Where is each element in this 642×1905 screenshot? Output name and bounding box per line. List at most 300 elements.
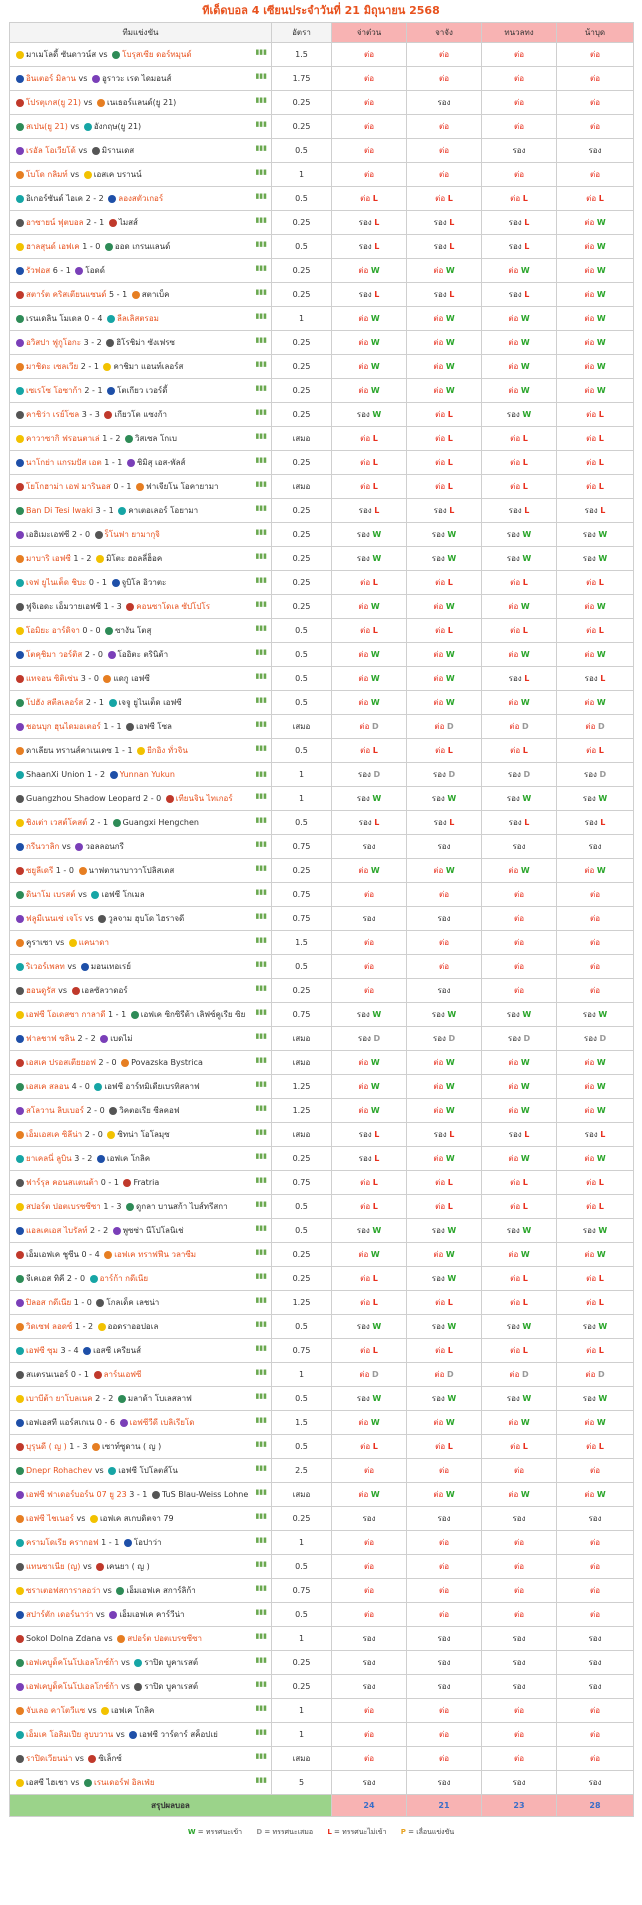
stats-bar-icon[interactable]: ▮▮▮ xyxy=(255,336,267,344)
expert-4-pick xyxy=(557,739,634,763)
result-mark: W xyxy=(522,1394,532,1403)
result-mark: L xyxy=(447,578,453,587)
expert-4-pick xyxy=(557,1603,634,1627)
expert-2-pick xyxy=(407,1075,482,1099)
expert-2-pick xyxy=(407,715,482,739)
stats-bar-icon[interactable]: ▮▮▮ xyxy=(255,936,267,944)
expert-1-header: จ่าต๋วน xyxy=(332,23,407,43)
match-cell[interactable] xyxy=(10,691,272,715)
match-cell[interactable] xyxy=(10,1699,272,1723)
match-score: vs xyxy=(103,1634,113,1643)
result-mark: W xyxy=(445,362,455,371)
expert-4-pick xyxy=(557,979,634,1003)
expert-3-pick xyxy=(482,691,557,715)
result-mark: W xyxy=(445,1106,455,1115)
match-cell[interactable] xyxy=(10,475,272,499)
pick-label: ต่อ xyxy=(439,122,449,131)
handicap-cell: 0.25 xyxy=(272,379,332,403)
away-team-logo-icon xyxy=(92,1443,100,1451)
match-cell[interactable] xyxy=(10,355,272,379)
stats-bar-icon[interactable]: ▮▮▮ xyxy=(255,1584,267,1592)
match-cell[interactable] xyxy=(10,331,272,355)
home-team-logo-icon xyxy=(16,819,24,827)
stats-bar-icon[interactable]: ▮▮▮ xyxy=(255,1392,267,1400)
stats-bar-icon[interactable]: ▮▮▮ xyxy=(255,216,267,224)
pick-label: ต่อ xyxy=(364,890,374,899)
match-cell[interactable] xyxy=(10,667,272,691)
away-team-logo-icon xyxy=(131,1011,139,1019)
match-cell[interactable] xyxy=(10,1243,272,1267)
match-cell[interactable] xyxy=(10,1723,272,1747)
stats-bar-icon[interactable]: ▮▮▮ xyxy=(255,1632,267,1640)
away-team: ดูกลา บานสก้า ไบส์ทรีสกา xyxy=(136,1202,228,1211)
pick-label: ต่อ xyxy=(433,362,444,371)
expert-2-pick xyxy=(407,211,482,235)
pick-label: รอง xyxy=(356,554,370,563)
expert-3-pick xyxy=(482,355,557,379)
pick-label: ต่อ xyxy=(514,122,524,131)
stats-bar-icon[interactable]: ▮▮▮ xyxy=(255,240,267,248)
stats-bar-icon[interactable]: ▮▮▮ xyxy=(255,456,267,464)
stats-bar-icon[interactable]: ▮▮▮ xyxy=(255,912,267,920)
stats-bar-icon[interactable]: ▮▮▮ xyxy=(255,96,267,104)
expert-4-pick xyxy=(557,451,634,475)
stats-bar-icon[interactable]: ▮▮▮ xyxy=(255,672,267,680)
result-mark: W xyxy=(596,314,606,323)
match-cell[interactable] xyxy=(10,1051,272,1075)
table-row xyxy=(10,835,634,859)
stats-bar-icon[interactable]: ▮▮▮ xyxy=(255,1680,267,1688)
result-mark: W xyxy=(522,794,532,803)
expert-3-pick xyxy=(482,1699,557,1723)
handicap-cell: 0.25 xyxy=(272,595,332,619)
match-cell[interactable] xyxy=(10,787,272,811)
result-mark: D xyxy=(373,770,381,779)
handicap-cell: 0.5 xyxy=(272,1387,332,1411)
expert-2-pick xyxy=(407,67,482,91)
pick-label: ต่อ xyxy=(585,722,596,731)
pick-label: รอง xyxy=(588,146,602,155)
match-cell[interactable] xyxy=(10,1075,272,1099)
result-mark: L xyxy=(372,482,378,491)
result-mark: L xyxy=(598,410,604,419)
pick-label: ต่อ xyxy=(508,314,519,323)
match-cell[interactable] xyxy=(10,1387,272,1411)
stats-bar-icon[interactable]: ▮▮▮ xyxy=(255,1248,267,1256)
match-cell[interactable] xyxy=(10,283,272,307)
expert-1-pick xyxy=(332,139,407,163)
expert-4-pick xyxy=(557,1555,634,1579)
match-cell[interactable] xyxy=(10,115,272,139)
pick-label: ต่อ xyxy=(433,266,444,275)
pick-label: รอง xyxy=(356,1394,370,1403)
match-cell[interactable] xyxy=(10,1027,272,1051)
result-mark: L xyxy=(447,1202,453,1211)
home-team-logo-icon xyxy=(16,651,24,659)
result-mark: L xyxy=(522,1442,528,1451)
stats-bar-icon[interactable]: ▮▮▮ xyxy=(255,648,267,656)
expert-1-pick xyxy=(332,835,407,859)
match-score: 3 - 0 xyxy=(80,674,99,683)
stats-bar-icon[interactable]: ▮▮▮ xyxy=(255,600,267,608)
handicap-cell: 0.5 xyxy=(272,811,332,835)
stats-bar-icon[interactable]: ▮▮▮ xyxy=(255,1776,267,1784)
home-team-logo-icon xyxy=(16,699,24,707)
match-cell[interactable] xyxy=(10,1459,272,1483)
expert-4-pick xyxy=(557,187,634,211)
pick-label: ต่อ xyxy=(439,1610,449,1619)
stats-bar-icon[interactable]: ▮▮▮ xyxy=(255,1656,267,1664)
pick-label: รอง xyxy=(437,1778,451,1787)
stats-bar-icon[interactable]: ▮▮▮ xyxy=(255,888,267,896)
stats-bar-icon[interactable]: ▮▮▮ xyxy=(255,1224,267,1232)
away-team: เกียวโต แซงก้า xyxy=(114,410,168,419)
away-team: เคนยา ( ญ ) xyxy=(106,1562,150,1571)
table-row xyxy=(10,307,634,331)
pick-label: รอง xyxy=(512,842,526,851)
pick-label: ต่อ xyxy=(439,938,449,947)
stats-bar-icon[interactable]: ▮▮▮ xyxy=(255,1128,267,1136)
result-mark: L xyxy=(524,290,530,299)
stats-bar-icon[interactable]: ▮▮▮ xyxy=(255,72,267,80)
stats-bar-icon[interactable]: ▮▮▮ xyxy=(255,720,267,728)
result-mark: W xyxy=(520,1058,530,1067)
stats-bar-icon[interactable]: ▮▮▮ xyxy=(255,792,267,800)
away-team-logo-icon xyxy=(97,1155,105,1163)
match-cell[interactable] xyxy=(10,1483,272,1507)
pick-label: ต่อ xyxy=(508,1154,519,1163)
away-team-logo-icon xyxy=(113,1227,121,1235)
expert-2-pick xyxy=(407,811,482,835)
stats-bar-icon[interactable]: ▮▮▮ xyxy=(255,1752,267,1760)
match-score: vs xyxy=(70,122,80,131)
pick-label: รอง xyxy=(437,914,451,923)
match-cell[interactable] xyxy=(10,67,272,91)
result-mark: D xyxy=(371,1370,379,1379)
expert-1-pick xyxy=(332,1699,407,1723)
match-cell[interactable] xyxy=(10,1195,272,1219)
pick-label: รอง xyxy=(362,1682,376,1691)
match-cell[interactable] xyxy=(10,931,272,955)
home-team: เอฟซี โอเดสซา กาลาดี xyxy=(26,1010,106,1019)
match-cell[interactable] xyxy=(10,499,272,523)
match-cell[interactable] xyxy=(10,91,272,115)
table-row xyxy=(10,355,634,379)
handicap-cell: 0.25 xyxy=(272,403,332,427)
stats-bar-icon[interactable]: ▮▮▮ xyxy=(255,192,267,200)
pick-label: ต่อ xyxy=(360,1178,371,1187)
pick-label: ต่อ xyxy=(364,1562,374,1571)
match-cell[interactable] xyxy=(10,139,272,163)
match-cell[interactable] xyxy=(10,1435,272,1459)
result-mark: L xyxy=(449,818,455,827)
result-mark: L xyxy=(447,626,453,635)
stats-bar-icon[interactable]: ▮▮▮ xyxy=(255,1536,267,1544)
match-cell[interactable] xyxy=(10,835,272,859)
expert-1-pick xyxy=(332,1075,407,1099)
match-cell[interactable] xyxy=(10,451,272,475)
expert-2-pick xyxy=(407,1555,482,1579)
table-row xyxy=(10,883,634,907)
expert-4-pick xyxy=(557,1675,634,1699)
match-cell[interactable] xyxy=(10,1291,272,1315)
match-cell[interactable] xyxy=(10,955,272,979)
match-cell[interactable] xyxy=(10,1123,272,1147)
match-cell[interactable] xyxy=(10,1507,272,1531)
pick-label: ต่อ xyxy=(584,602,595,611)
expert-1-pick xyxy=(332,1603,407,1627)
stats-bar-icon[interactable]: ▮▮▮ xyxy=(255,1152,267,1160)
match-cell[interactable] xyxy=(10,1363,272,1387)
expert-2-pick xyxy=(407,1099,482,1123)
match-score: 1 - 3 xyxy=(103,1202,122,1211)
stats-bar-icon[interactable]: ▮▮▮ xyxy=(255,864,267,872)
pick-label: รอง xyxy=(508,1130,522,1139)
match-cell[interactable] xyxy=(10,1675,272,1699)
stats-bar-icon[interactable]: ▮▮▮ xyxy=(255,1560,267,1568)
pick-label: รอง xyxy=(356,410,370,419)
match-cell[interactable] xyxy=(10,1339,272,1363)
match-cell[interactable] xyxy=(10,763,272,787)
pick-label: ต่อ xyxy=(360,1202,371,1211)
stats-bar-icon[interactable]: ▮▮▮ xyxy=(255,1320,267,1328)
stats-bar-icon[interactable]: ▮▮▮ xyxy=(255,168,267,176)
expert-2-pick xyxy=(407,739,482,763)
match-cell[interactable] xyxy=(10,187,272,211)
handicap-cell: 0.25 xyxy=(272,91,332,115)
pick-label: รอง xyxy=(437,1682,451,1691)
match-cell[interactable] xyxy=(10,1315,272,1339)
match-score: vs xyxy=(82,1562,92,1571)
stats-bar-icon[interactable]: ▮▮▮ xyxy=(255,1080,267,1088)
match-cell[interactable] xyxy=(10,1627,272,1651)
home-team-logo-icon xyxy=(16,771,24,779)
handicap-cell: 0.25 xyxy=(272,451,332,475)
expert-2-pick xyxy=(407,763,482,787)
stats-bar-icon[interactable]: ▮▮▮ xyxy=(255,528,267,536)
stats-bar-icon[interactable]: ▮▮▮ xyxy=(255,840,267,848)
match-cell[interactable] xyxy=(10,739,272,763)
expert-1-pick xyxy=(332,235,407,259)
match-cell[interactable] xyxy=(10,1219,272,1243)
stats-bar-icon[interactable]: ▮▮▮ xyxy=(255,360,267,368)
away-team: เบดไม่ xyxy=(110,1034,133,1043)
expert-4-pick xyxy=(557,547,634,571)
home-team-logo-icon xyxy=(16,411,24,419)
handicap-cell: 0.25 xyxy=(272,523,332,547)
stats-bar-icon[interactable]: ▮▮▮ xyxy=(255,1728,267,1736)
result-mark: D xyxy=(448,1034,456,1043)
match-cell[interactable] xyxy=(10,235,272,259)
stats-bar-icon[interactable]: ▮▮▮ xyxy=(255,1464,267,1472)
stats-bar-icon[interactable]: ▮▮▮ xyxy=(255,1512,267,1520)
stats-bar-icon[interactable]: ▮▮▮ xyxy=(255,1608,267,1616)
away-team-logo-icon xyxy=(120,1419,128,1427)
stats-bar-icon[interactable]: ▮▮▮ xyxy=(255,1200,267,1208)
handicap-cell: 0.75 xyxy=(272,835,332,859)
match-cell[interactable] xyxy=(10,1603,272,1627)
match-score: 1 - 2 xyxy=(86,770,106,779)
stats-bar-icon[interactable]: ▮▮▮ xyxy=(255,384,267,392)
match-cell[interactable] xyxy=(10,571,272,595)
match-cell[interactable] xyxy=(10,379,272,403)
stats-bar-icon[interactable]: ▮▮▮ xyxy=(255,770,267,778)
pick-label: ต่อ xyxy=(508,1106,519,1115)
match-cell[interactable] xyxy=(10,1579,272,1603)
stats-bar-icon[interactable]: ▮▮▮ xyxy=(255,1440,267,1448)
match-cell[interactable] xyxy=(10,811,272,835)
stats-bar-icon[interactable]: ▮▮▮ xyxy=(255,1296,267,1304)
stats-bar-icon[interactable]: ▮▮▮ xyxy=(255,432,267,440)
match-cell[interactable] xyxy=(10,403,272,427)
away-team-logo-icon xyxy=(124,1539,132,1547)
result-mark: L xyxy=(447,1346,453,1355)
match-score: 5 - 1 xyxy=(109,290,128,299)
result-mark: W xyxy=(522,530,532,539)
match-cell[interactable] xyxy=(10,1411,272,1435)
pick-label: ต่อ xyxy=(360,194,371,203)
match-cell[interactable] xyxy=(10,43,272,67)
home-team: คาวาซากิ ฟรอนตาเล่ xyxy=(26,434,100,443)
stats-bar-icon[interactable]: ▮▮▮ xyxy=(255,120,267,128)
match-cell[interactable] xyxy=(10,259,272,283)
match-cell[interactable] xyxy=(10,643,272,667)
stats-bar-icon[interactable]: ▮▮▮ xyxy=(255,1368,267,1376)
stats-bar-icon[interactable]: ▮▮▮ xyxy=(255,552,267,560)
pick-label: รอง xyxy=(437,842,451,851)
expert-1-pick xyxy=(332,451,407,475)
stats-bar-icon[interactable]: ▮▮▮ xyxy=(255,1008,267,1016)
stats-bar-icon[interactable]: ▮▮▮ xyxy=(255,1032,267,1040)
pick-label: รอง xyxy=(433,290,447,299)
match-cell[interactable] xyxy=(10,427,272,451)
home-team: Ban Di Tesi Iwaki xyxy=(26,506,93,515)
home-team-logo-icon xyxy=(16,1683,24,1691)
stats-bar-icon[interactable]: ▮▮▮ xyxy=(255,144,267,152)
home-team-logo-icon xyxy=(16,795,24,803)
home-team: ฮาลสุนด์ เอฟเค xyxy=(26,242,80,251)
pick-label: รอง xyxy=(431,1274,445,1283)
result-mark: W xyxy=(596,1058,606,1067)
match-cell[interactable] xyxy=(10,883,272,907)
pick-label: ต่อ xyxy=(590,890,600,899)
expert-1-pick xyxy=(332,859,407,883)
result-mark: W xyxy=(522,1010,532,1019)
expert-2-pick xyxy=(407,1363,482,1387)
away-team-logo-icon xyxy=(90,1515,98,1523)
pick-label: ต่อ xyxy=(586,1346,597,1355)
match-cell[interactable] xyxy=(10,1771,272,1795)
result-mark: W xyxy=(445,650,455,659)
stats-bar-icon[interactable]: ▮▮▮ xyxy=(255,1344,267,1352)
match-cell[interactable] xyxy=(10,1267,272,1291)
match-cell[interactable] xyxy=(10,1171,272,1195)
stats-bar-icon[interactable]: ▮▮▮ xyxy=(255,264,267,272)
match-cell[interactable] xyxy=(10,1651,272,1675)
stats-bar-icon[interactable]: ▮▮▮ xyxy=(255,984,267,992)
stats-bar-icon[interactable]: ▮▮▮ xyxy=(255,48,267,56)
table-row xyxy=(10,1723,634,1747)
match-cell[interactable] xyxy=(10,907,272,931)
pick-label: ต่อ xyxy=(508,1058,519,1067)
stats-bar-icon[interactable]: ▮▮▮ xyxy=(255,624,267,632)
stats-bar-icon[interactable]: ▮▮▮ xyxy=(255,744,267,752)
stats-bar-icon[interactable]: ▮▮▮ xyxy=(255,696,267,704)
match-cell[interactable] xyxy=(10,715,272,739)
stats-bar-icon[interactable]: ▮▮▮ xyxy=(255,1704,267,1712)
match-score: vs xyxy=(61,842,71,851)
result-mark: W xyxy=(596,866,606,875)
match-cell[interactable] xyxy=(10,595,272,619)
away-team: คอนซาโดเล ซัปโปโร xyxy=(136,602,210,611)
match-cell[interactable] xyxy=(10,859,272,883)
match-cell[interactable] xyxy=(10,1147,272,1171)
stats-bar-icon[interactable]: ▮▮▮ xyxy=(255,1416,267,1424)
match-cell[interactable] xyxy=(10,1747,272,1771)
away-team: มิโตะ ฮอลลี่ฮ็อค xyxy=(106,554,163,563)
match-cell[interactable] xyxy=(10,979,272,1003)
match-cell[interactable] xyxy=(10,619,272,643)
match-cell[interactable] xyxy=(10,1531,272,1555)
home-team-logo-icon xyxy=(16,627,24,635)
pick-label: รอง xyxy=(588,1682,602,1691)
stats-bar-icon[interactable]: ▮▮▮ xyxy=(255,480,267,488)
stats-bar-icon[interactable]: ▮▮▮ xyxy=(255,960,267,968)
match-cell[interactable] xyxy=(10,1099,272,1123)
stats-bar-icon[interactable]: ▮▮▮ xyxy=(255,1104,267,1112)
legend-postponed: P = เลื่อนแข่งขัน xyxy=(400,1828,455,1836)
match-cell[interactable] xyxy=(10,547,272,571)
expert-1-pick xyxy=(332,1195,407,1219)
stats-bar-icon[interactable]: ▮▮▮ xyxy=(255,312,267,320)
result-mark: L xyxy=(524,242,530,251)
match-cell[interactable] xyxy=(10,307,272,331)
stats-bar-icon[interactable]: ▮▮▮ xyxy=(255,408,267,416)
match-cell[interactable] xyxy=(10,211,272,235)
home-team: Guangzhou Shadow Leopard xyxy=(26,794,141,803)
stats-bar-icon[interactable]: ▮▮▮ xyxy=(255,1056,267,1064)
table-row xyxy=(10,403,634,427)
match-cell[interactable] xyxy=(10,1555,272,1579)
expert-3-pick xyxy=(482,283,557,307)
away-team-logo-icon xyxy=(84,123,92,131)
result-mark: L xyxy=(600,674,606,683)
result-mark: L xyxy=(374,242,380,251)
expert-2-pick xyxy=(407,91,482,115)
stats-bar-icon[interactable]: ▮▮▮ xyxy=(255,1176,267,1184)
home-team: เอฟซี ไชเนอร์ xyxy=(26,1514,74,1523)
stats-bar-icon[interactable]: ▮▮▮ xyxy=(255,816,267,824)
home-team: ดาเลียน ทรานส์คาเนเดซ xyxy=(26,746,112,755)
table-row xyxy=(10,859,634,883)
match-cell[interactable] xyxy=(10,163,272,187)
tips-body xyxy=(10,43,634,1795)
away-team-logo-icon xyxy=(109,1611,117,1619)
away-team-logo-icon xyxy=(109,219,117,227)
stats-bar-icon[interactable]: ▮▮▮ xyxy=(255,1272,267,1280)
home-team-logo-icon xyxy=(16,555,24,563)
pick-label: ต่อ xyxy=(590,1586,600,1595)
match-cell[interactable] xyxy=(10,523,272,547)
stats-bar-icon[interactable]: ▮▮▮ xyxy=(255,576,267,584)
stats-bar-icon[interactable]: ▮▮▮ xyxy=(255,1488,267,1496)
match-cell[interactable] xyxy=(10,1003,272,1027)
pick-label: รอง xyxy=(508,818,522,827)
stats-bar-icon[interactable]: ▮▮▮ xyxy=(255,504,267,512)
home-team: เอฟเคบูด็คโนโปเอลโกซ์ก้า xyxy=(26,1658,119,1667)
expert-2-pick xyxy=(407,979,482,1003)
stats-bar-icon[interactable]: ▮▮▮ xyxy=(255,288,267,296)
